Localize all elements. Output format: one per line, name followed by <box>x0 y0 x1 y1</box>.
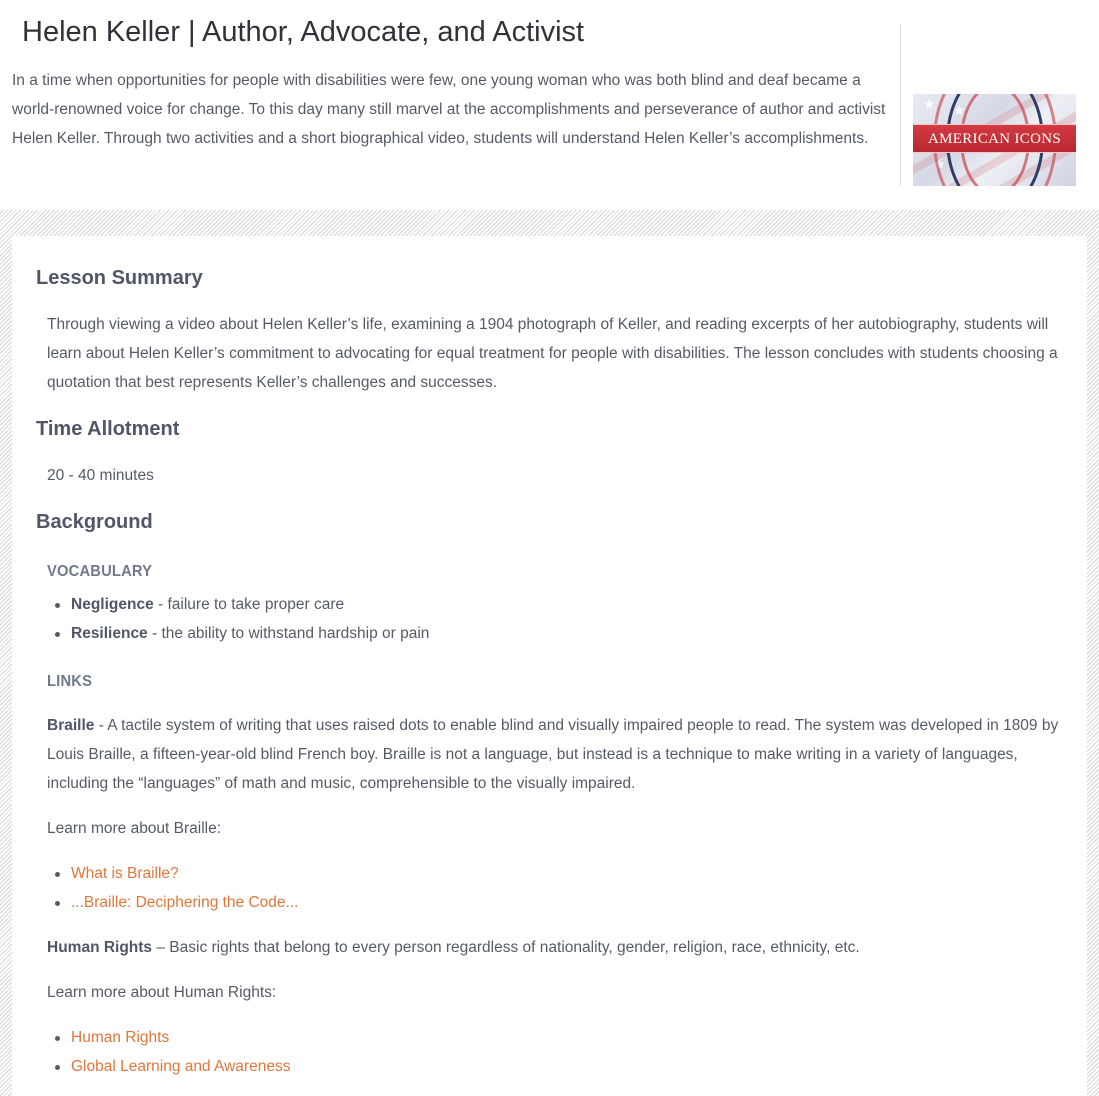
background-heading: Background <box>36 511 153 533</box>
braille-learn-more: Learn more about Braille: <box>47 820 222 837</box>
list-item <box>47 888 298 917</box>
vocab-term: Resilience <box>71 625 148 642</box>
page-title: Helen Keller | Author, Advocate, and Activist <box>22 16 585 48</box>
page-description: In a time when opportunities for people with disabilities were few, one young woman who was both blind and deaf became a world-renowned voice for change. To this day many still marvel at the accomplishments and perseverance of author and activist Helen Keller. Through two activities and a short biographical video, students will understand Helen Keller’s accomplishments. <box>12 72 886 147</box>
links-heading: LINKS <box>47 673 93 690</box>
vocab-term: Negligence <box>71 596 154 613</box>
time-allotment-heading: Time Allotment <box>36 418 180 440</box>
vocabulary-item <box>47 619 429 648</box>
human-rights-definition: – Basic rights that belong to every person regardless of nationality, gender, religion, race, ethnicity, etc. <box>152 939 860 956</box>
lesson-summary-text: Through viewing a video about Helen Keller’s life, examining a 1904 photograph of Keller, and reading excerpts of her autobiography, students will learn about Helen Keller’s commitment to advocating for equal treatment for people with disabilities. The lesson concludes with students choosing a quotation that best represents Keller’s challenges and successes. <box>47 316 1058 391</box>
star-icon: ★ <box>953 102 966 118</box>
human-rights-term: Human Rights <box>47 939 153 956</box>
human-rights-links <box>47 1023 290 1081</box>
vocabulary-heading: VOCABULARY <box>47 563 153 580</box>
vocab-definition: - the ability to withstand hardship or pain <box>147 625 430 642</box>
link-what-is-braille[interactable]: What is Braille? <box>71 865 179 882</box>
braille-term: Braille <box>47 717 95 734</box>
star-icon: ★ <box>933 156 946 172</box>
braille-links <box>47 859 298 917</box>
link-global-learning-awareness[interactable]: Global Learning and Awareness <box>71 1058 291 1075</box>
vocabulary-item <box>47 590 429 619</box>
vocabulary-list <box>47 590 429 648</box>
header-divider <box>900 24 901 186</box>
list-item <box>47 1023 290 1052</box>
vocab-definition: - failure to take proper care <box>153 596 345 613</box>
star-icon: ★ <box>923 96 936 112</box>
braille-paragraph <box>47 711 1077 798</box>
american-icons-image <box>913 94 1076 186</box>
lesson-summary-heading: Lesson Summary <box>36 267 203 289</box>
image-banner-text: AMERICAN ICONS <box>913 124 1076 153</box>
link-human-rights[interactable]: Human Rights <box>71 1029 170 1046</box>
lesson-header <box>0 0 1099 210</box>
list-item <box>47 859 298 888</box>
braille-definition: - A tactile system of writing that uses raised dots to enable blind and visually impaired people to read. The system was developed in 1809 by Louis Braille, a fifteen-year-old blind French boy. Braille is not a language, but instead is a technique to make writing in a variety of languages, including the “languages” of math and music, comprehensible to the visually impaired. <box>47 717 1059 792</box>
human-rights-learn-more: Learn more about Human Rights: <box>47 984 277 1001</box>
list-item <box>47 1052 290 1081</box>
link-braille-deciphering-code[interactable]: ...Braille: Deciphering the Code... <box>71 894 299 911</box>
time-allotment-text: 20 - 40 minutes <box>47 467 154 484</box>
human-rights-paragraph <box>47 933 860 962</box>
